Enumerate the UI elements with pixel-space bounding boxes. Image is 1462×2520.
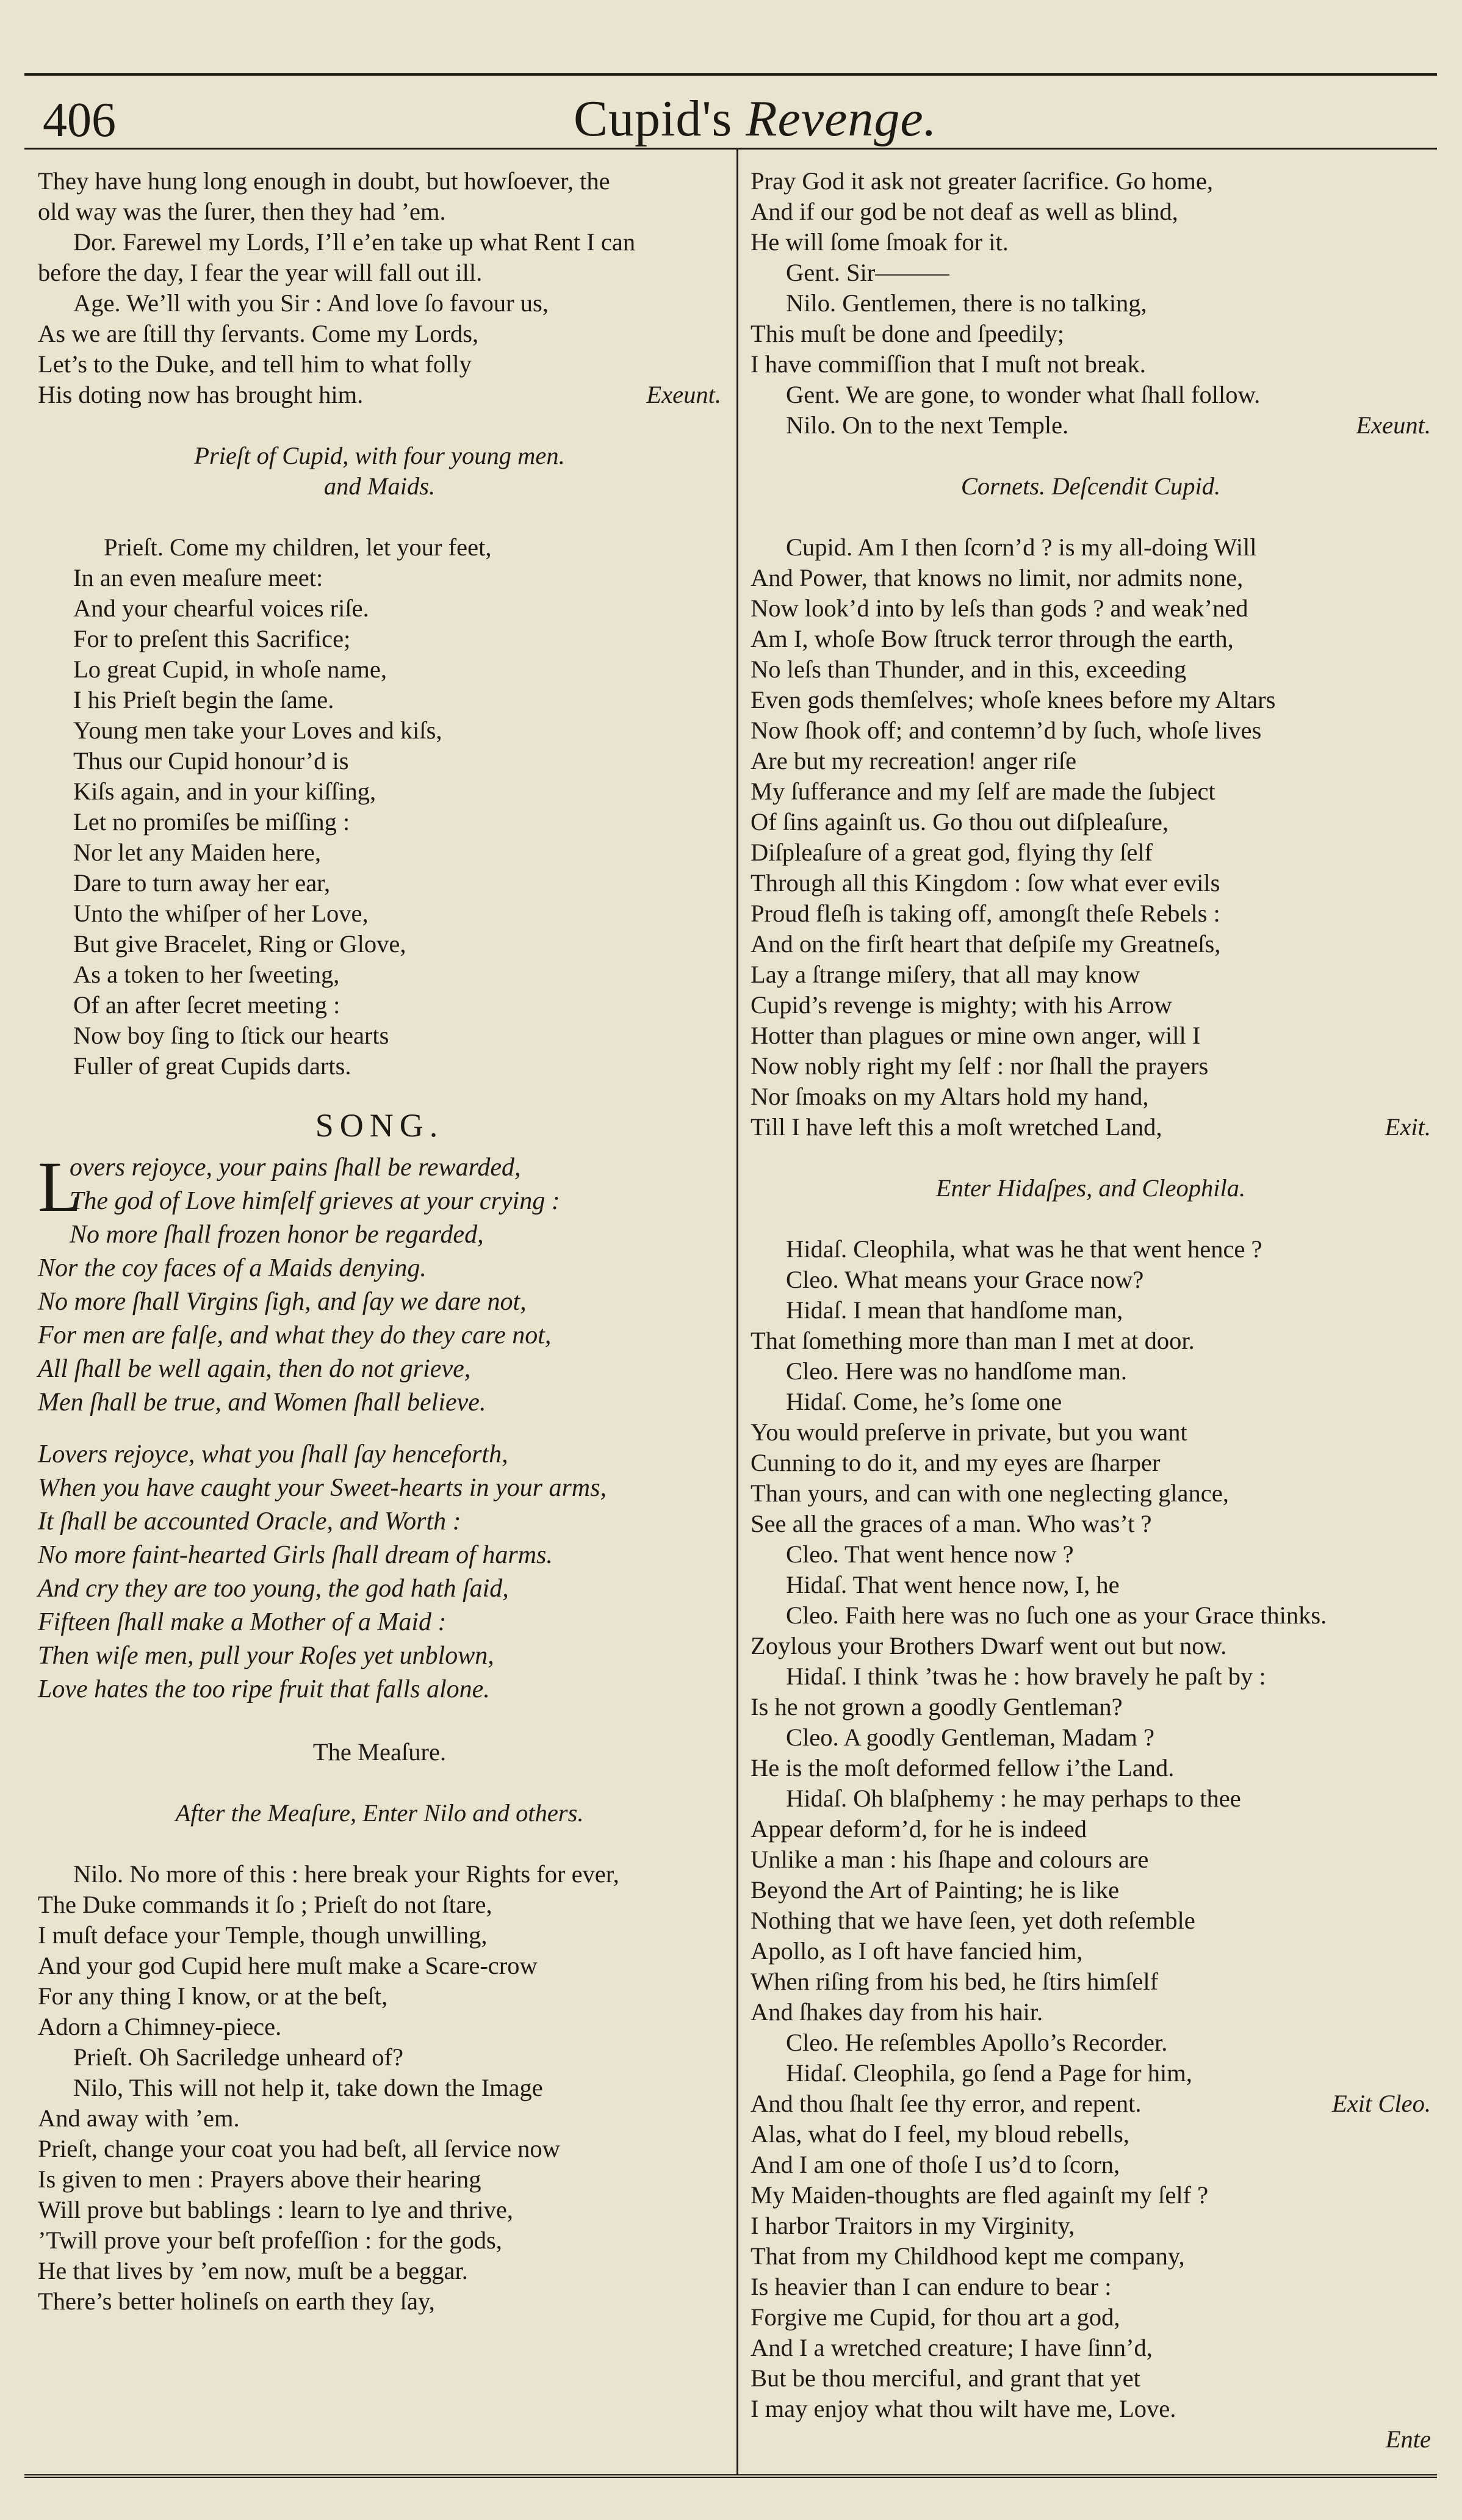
song-line: The god of Love himſelf grieves at your crying : (70, 1187, 560, 1215)
column-divider (736, 148, 738, 2474)
text-line (751, 654, 1431, 685)
text-line (38, 2134, 721, 2164)
catchword: Ente (1385, 2425, 1431, 2453)
text-line (751, 1844, 1431, 1875)
line-text: His doting now has brought him. (38, 381, 364, 408)
line-text: Even gods themſelves; whoſe knees before my Altars (751, 686, 1276, 713)
song-stanza-2 (38, 1438, 721, 1706)
song-line: No more ſhall frozen honor be regarded, (70, 1221, 484, 1249)
text-line (38, 258, 721, 288)
line-text: Now look’d into by leſs than gods ? and weak’ned (751, 594, 1248, 622)
text-line (751, 1997, 1431, 2027)
line-text: Alas, what do I feel, my bloud rebells, (751, 2120, 1129, 2148)
line-text: He is the moſt deformed fellow i’the Land. (751, 1754, 1175, 1782)
left-column (38, 166, 721, 2317)
line-text: Let’s to the Duke, and tell him to what folly (38, 350, 472, 378)
text-line (751, 868, 1431, 898)
line-text: My Maiden-thoughts are fled againſt my ſelf ? (751, 2181, 1209, 2209)
text-line (38, 1798, 721, 1829)
song-line: Men ſhall be true, and Women ſhall believe. (38, 1388, 486, 1417)
text-line (38, 807, 721, 837)
line-text: Enter Hidaſpes, and Cleophila. (935, 1174, 1246, 1202)
text-line (38, 1890, 721, 1920)
song-line: Fifteen ſhall make a Mother of a Maid : (38, 1608, 447, 1636)
line-text: Hidaſ. Cleophila, go ſend a Page for him, (786, 2059, 1192, 2087)
line-text: Age. We’ll with you Sir : And love ſo favour us, (73, 289, 549, 317)
line-text: That ſomething more than man I met at door. (751, 1327, 1195, 1354)
text-line (38, 929, 721, 959)
line-text: No leſs than Thunder, and in this, exceeding (751, 655, 1187, 683)
text-line (751, 1570, 1431, 1600)
line-text: Through all this Kingdom : ſow what ever evils (751, 869, 1220, 897)
text-line (751, 959, 1431, 990)
line-text: Cleo. Faith here was no ſuch one as your Grace thinks. (786, 1601, 1327, 1629)
text-line (38, 654, 721, 685)
line-text: Cleo. What means your Grace now? (786, 1266, 1144, 1293)
text-line (751, 929, 1431, 959)
line-text: Lay a ſtrange miſery, that all may know (751, 961, 1140, 988)
song-line: L overs rejoyce, your pains ſhall be rewarded, (38, 1147, 521, 1227)
text-line (38, 1051, 721, 1081)
line-text: See all the graces of a man. Who was’t ? (751, 1510, 1152, 1537)
text-line (751, 807, 1431, 837)
line-text: Beyond the Art of Painting; he is like (751, 1876, 1120, 1904)
stage-direction: Exit Cleo. (1332, 2090, 1431, 2117)
text-line (751, 1265, 1431, 1295)
text-line (38, 837, 721, 868)
line-text: After the Meaſure, Enter Nilo and others. (175, 1799, 584, 1827)
text-line (38, 1859, 721, 1890)
text-line (751, 1356, 1431, 1387)
song-heading: SONG. (315, 1107, 444, 1144)
spacer (751, 1143, 1431, 1173)
text-line (751, 1783, 1431, 1814)
line-text: The Meaſure. (312, 1738, 447, 1766)
line-text: I have commiſſion that I muſt not break. (751, 350, 1146, 378)
text-line (38, 1737, 721, 1767)
line-text: Young men take your Loves and kiſs, (73, 717, 442, 744)
spacer (38, 1829, 721, 1859)
text-line (751, 1600, 1431, 1631)
text-line (38, 624, 721, 654)
text-line (751, 258, 1431, 288)
line-text: And I am one of thoſe I us’d to ſcorn, (751, 2151, 1120, 2178)
text-line (751, 563, 1431, 593)
spacer (38, 1767, 721, 1798)
left-column-scene (38, 1706, 721, 2317)
line-text: Nor let any Maiden here, (73, 839, 321, 866)
spacer (38, 502, 721, 532)
line-text: Fuller of great Cupids darts. (73, 1052, 351, 1080)
line-text: Now nobly right my ſelf : nor ſhall the prayers (751, 1052, 1209, 1080)
text-line (751, 837, 1431, 868)
line-text: Are but my recreation! anger riſe (751, 747, 1077, 774)
text-line (751, 2302, 1431, 2333)
song-line: For men are falſe, and what they do they care not, (38, 1321, 552, 1349)
line-text: Is he not grown a goodly Gentleman? (751, 1693, 1123, 1720)
text-line (751, 1478, 1431, 1509)
text-line (751, 1295, 1431, 1326)
line-text: Cunning to do it, and my eyes are ſharper (751, 1449, 1161, 1476)
text-line (38, 288, 721, 319)
text-line (38, 1920, 721, 1951)
line-text: He will ſome ſmoak for it. (751, 228, 1009, 256)
text-line (751, 532, 1431, 563)
text-line (38, 471, 721, 502)
line-text: Zoylous your Brothers Dwarf went out but now. (751, 1632, 1227, 1659)
text-line (751, 1905, 1431, 1936)
line-text: Kiſs again, and in your kiſſing, (73, 778, 376, 805)
text-line (751, 1814, 1431, 1844)
spacer (38, 410, 721, 441)
line-text: He that lives by ’em now, muſt be a beggar. (38, 2257, 468, 2284)
text-line (38, 349, 721, 380)
text-line (751, 1966, 1431, 1997)
line-text: Gent. Sir——— (786, 259, 949, 286)
line-text: But be thou merciful, and grant that yet (751, 2364, 1140, 2392)
text-line (38, 715, 721, 746)
line-text: Hotter than plagues or mine own anger, will I (751, 1022, 1201, 1049)
stage-direction: Exeunt. (1356, 411, 1431, 439)
line-text: before the day, I fear the year will fall out ill. (38, 259, 483, 286)
line-text: Hidaſ. Come, he’s ſome one (786, 1388, 1062, 1415)
text-line (38, 2225, 721, 2256)
line-text: Unlike a man : his ſhape and colours are (751, 1846, 1149, 1873)
line-text: Prieſt of Cupid, with four young men. (194, 442, 565, 469)
spacer (751, 1204, 1431, 1234)
text-line (751, 1661, 1431, 1692)
line-text: Cupid. Am I then ſcorn’d ? is my all-doing Will (786, 533, 1257, 561)
text-line (751, 2211, 1431, 2241)
text-line (751, 776, 1431, 807)
catchword-line (751, 2424, 1431, 2455)
line-text: I harbor Traitors in my Virginity, (751, 2212, 1075, 2239)
spacer (751, 441, 1431, 471)
line-text: old way was the ſurer, then they had ’em. (38, 198, 446, 225)
text-line (751, 1722, 1431, 1753)
text-line (38, 2073, 721, 2103)
text-line (38, 2256, 721, 2286)
text-line (38, 1020, 721, 1051)
text-line (38, 1951, 721, 1981)
line-text: Cupid’s revenge is mighty; with his Arrow (751, 991, 1172, 1019)
line-text: Of ſins againſt us. Go thou out diſpleaſure, (751, 808, 1169, 836)
text-line (751, 1936, 1431, 1966)
text-line (751, 2272, 1431, 2302)
song-line: Then wiſe men, pull your Roſes yet unblown, (38, 1642, 494, 1670)
text-line (751, 227, 1431, 258)
line-text: When riſing from his bed, he ſtirs himſelf (751, 1968, 1159, 1995)
line-text: Pray God it ask not greater ſacrifice. Go home, (751, 167, 1213, 195)
running-title-italic: Revenge. (746, 90, 937, 147)
line-text: But give Bracelet, Ring or Glove, (73, 930, 406, 958)
text-line (751, 1539, 1431, 1570)
line-text: I may enjoy what thou wilt have me, Love. (751, 2395, 1176, 2422)
left-column-text (38, 166, 721, 1081)
line-text: Than yours, and can with one neglecting glance, (751, 1479, 1229, 1507)
line-text: Cleo. A goodly Gentleman, Madam ? (786, 1724, 1155, 1751)
text-line (751, 319, 1431, 349)
line-text: And away with ’em. (38, 2104, 240, 2132)
text-line (38, 441, 721, 471)
text-line (751, 471, 1431, 502)
line-text: Lo great Cupid, in whoſe name, (73, 655, 387, 683)
line-text: The Duke commands it ſo ; Prieſt do not ſtare, (38, 1891, 492, 1918)
text-line (38, 685, 721, 715)
text-line (751, 898, 1431, 929)
text-line (38, 990, 721, 1020)
right-column (751, 166, 1431, 2455)
line-text: And Power, that knows no limit, nor admits none, (751, 564, 1244, 591)
line-text: Appear deform’d, for he is indeed (751, 1815, 1087, 1843)
text-line (38, 532, 721, 563)
line-text: Hidaſ. I think ’twas he : how bravely he paſt by : (786, 1663, 1266, 1690)
text-line (751, 2058, 1431, 2089)
line-text: Now ſhook off; and contemn’d by ſuch, whoſe lives (751, 717, 1262, 744)
text-line (751, 1692, 1431, 1722)
line-text: Cleo. Here was no handſome man. (786, 1357, 1127, 1385)
line-text: And your chearful voices riſe. (73, 594, 369, 622)
text-line (38, 959, 721, 990)
song-line: No more faint-hearted Girls ſhall dream of harms. (38, 1541, 553, 1569)
text-line (38, 2195, 721, 2225)
text-line (751, 1051, 1431, 1081)
text-line (751, 624, 1431, 654)
text-line (38, 2012, 721, 2042)
text-line (751, 2119, 1431, 2150)
stage-direction: Exit. (1385, 1113, 1431, 1141)
line-text: Cornets. Deſcendit Cupid. (960, 472, 1221, 500)
line-text: For to preſent this Sacrifice; (73, 625, 351, 652)
line-text: Nothing that we have ſeen, yet doth reſemble (751, 1907, 1195, 1934)
text-line (751, 1020, 1431, 1051)
line-text: Hidaſ. Cleophila, what was he that went hence ? (786, 1235, 1262, 1263)
line-text: You would preſerve in private, but you want (751, 1418, 1187, 1446)
text-line (38, 593, 721, 624)
line-text: And on the firſt heart that deſpiſe my Greatneſs, (751, 930, 1221, 958)
drop-cap: L (38, 1147, 82, 1227)
line-text: Proud fleſh is taking off, amongſt theſe Rebels : (751, 900, 1220, 927)
stage-direction: Exeunt. (646, 381, 721, 408)
line-text: Of an after ſecret meeting : (73, 991, 340, 1019)
text-line (751, 715, 1431, 746)
page-number: 406 (43, 93, 116, 147)
text-line (38, 2042, 721, 2073)
text-line (751, 746, 1431, 776)
line-text: Am I, whoſe Bow ſtruck terror through the earth, (751, 625, 1234, 652)
song-line: It ſhall be accounted Oracle, and Worth : (38, 1507, 461, 1536)
line-text: And your god Cupid here muſt make a Scare-crow (38, 1952, 538, 1979)
line-text: Hidaſ. I mean that handſome man, (786, 1296, 1123, 1324)
text-line (751, 2363, 1431, 2394)
running-title (574, 89, 937, 148)
line-text: Nilo, This will not help it, take down the Image (73, 2074, 543, 2101)
text-line (751, 197, 1431, 227)
spacer (751, 502, 1431, 532)
line-text: Apollo, as I oft have fancied him, (751, 1937, 1083, 1965)
text-line (38, 1981, 721, 2012)
text-line (751, 288, 1431, 319)
line-text: And if our god be not deaf as well as blind, (751, 198, 1178, 225)
line-text: They have hung long enough in doubt, but howſoever, the (38, 167, 610, 195)
line-text: As we are ſtill thy ſervants. Come my Lords, (38, 320, 479, 347)
right-column-text (751, 166, 1431, 2424)
text-line (38, 746, 721, 776)
text-line (751, 990, 1431, 1020)
line-text: Prieſt, change your coat you had beſt, all ſervice now (38, 2135, 560, 2162)
line-text: Let no promiſes be miſſing : (73, 808, 350, 836)
line-text: And thou ſhalt ſee thy error, and repent. (751, 2090, 1142, 2117)
line-text: Hidaſ. Oh blaſphemy : he may perhaps to thee (786, 1785, 1241, 1812)
text-line (38, 166, 721, 197)
text-line (38, 319, 721, 349)
line-text: In an even meaſure meet: (73, 564, 323, 591)
text-line (751, 380, 1431, 410)
line-text: Till I have left this a moſt wretched Land, (751, 1113, 1162, 1141)
line-text: Nor ſmoaks on my Altars hold my hand, (751, 1083, 1149, 1110)
text-line (751, 2150, 1431, 2180)
line-text: Cleo. That went hence now ? (786, 1540, 1074, 1568)
text-line (751, 1326, 1431, 1356)
text-line (751, 2241, 1431, 2272)
line-text: Nilo. On to the next Temple. (786, 411, 1069, 439)
text-line (751, 2333, 1431, 2363)
line-text: My ſufferance and my ſelf are made the ſubject (751, 778, 1215, 805)
book-page (24, 73, 1437, 2478)
text-line (751, 410, 1431, 441)
text-line (38, 563, 721, 593)
song-line: When you have caught your Sweet-hearts in your arms, (38, 1474, 607, 1502)
text-line (38, 898, 721, 929)
line-text: Adorn a Chimney-piece. (38, 2013, 282, 2040)
text-line (751, 1417, 1431, 1448)
text-line (751, 2180, 1431, 2211)
text-line (751, 685, 1431, 715)
running-title-roman: Cupid's (574, 90, 746, 147)
text-line (751, 1173, 1431, 1204)
song-line: Lovers rejoyce, what you ſhall ſay henceforth, (38, 1440, 508, 1468)
line-text: And I a wretched creature; I have ſinn’d, (751, 2334, 1153, 2361)
line-text: Unto the whiſper of her Love, (73, 900, 369, 927)
text-line (751, 1448, 1431, 1478)
text-line (38, 227, 721, 258)
line-text: And ſhakes day from his hair. (751, 1998, 1043, 2026)
spacer (38, 1706, 721, 1737)
text-line (751, 593, 1431, 624)
line-text: Forgive me Cupid, for thou art a god, (751, 2303, 1120, 2331)
line-text: Prieſt. Oh Sacriledge unheard of? (73, 2043, 403, 2071)
text-line (38, 380, 721, 410)
line-text: As a token to her ſweeting, (73, 961, 340, 988)
text-line (751, 1753, 1431, 1783)
text-line (751, 166, 1431, 197)
song-line: Love hates the too ripe fruit that falls alone. (38, 1675, 490, 1703)
text-line (751, 1631, 1431, 1661)
song-line: Nor the coy faces of a Maids denying. (38, 1254, 427, 1282)
text-line (751, 1387, 1431, 1417)
song-stanza-1 (38, 1185, 721, 1420)
text-line (751, 1081, 1431, 1112)
line-text: Is given to men : Prayers above their hearing (38, 2165, 481, 2193)
song-line: No more ſhall Virgins ſigh, and ſay we dare not, (38, 1288, 527, 1316)
text-line (38, 2286, 721, 2317)
page-header (24, 76, 1437, 150)
line-text: Dor. Farewel my Lords, I’ll e’en take up what Rent I can (73, 228, 636, 256)
line-text: Now boy ſing to ſtick our hearts (73, 1022, 389, 1049)
line-text: Is heavier than I can endure to bear : (751, 2273, 1112, 2300)
line-text: Gent. We are gone, to wonder what ſhall follow. (786, 381, 1261, 408)
song-text (38, 1147, 721, 1706)
line-text: Nilo. Gentlemen, there is no talking, (786, 289, 1147, 317)
line-text: Thus our Cupid honour’d is (73, 747, 349, 774)
line-text: ’Twill prove your beſt profeſſion : for the gods, (38, 2226, 502, 2254)
song-line: And cry they are too young, the god hath ſaid, (38, 1575, 509, 1603)
line-text: Nilo. No more of this : here break your Rights for ever, (73, 1860, 619, 1888)
text-line (751, 2394, 1431, 2424)
line-text: and Maids. (323, 472, 436, 500)
text-line (38, 2164, 721, 2195)
text-line (751, 1112, 1431, 1143)
line-text: Will prove but bablings : learn to lye and thrive, (38, 2196, 513, 2223)
line-text: Dare to turn away her ear, (73, 869, 331, 897)
line-text: That from my Childhood kept me company, (751, 2242, 1185, 2270)
line-text: I his Prieſt begin the ſame. (73, 686, 334, 713)
line-text: There’s better holineſs on earth they ſay, (38, 2287, 435, 2315)
text-line (751, 349, 1431, 380)
song-line: All ſhall be well again, then do not grieve, (38, 1355, 471, 1383)
line-text: Hidaſ. That went hence now, I, he (786, 1571, 1120, 1598)
line-text: Diſpleaſure of a great god, flying thy ſelf (751, 839, 1153, 866)
text-line (751, 2089, 1431, 2119)
line-text: Prieſt. Come my children, let your feet, (104, 533, 492, 561)
text-line (751, 2027, 1431, 2058)
line-text: This muſt be done and ſpeedily; (751, 320, 1065, 347)
text-line (38, 197, 721, 227)
text-line (751, 1875, 1431, 1905)
text-line (38, 2103, 721, 2134)
text-line (751, 1509, 1431, 1539)
text-line (38, 868, 721, 898)
line-text: I muſt deface your Temple, though unwilling, (38, 1921, 488, 1949)
text-line (38, 776, 721, 807)
text-line (751, 1234, 1431, 1265)
line-text: Cleo. He reſembles Apollo’s Recorder. (786, 2029, 1168, 2056)
line-text: For any thing I know, or at the beſt, (38, 1982, 388, 2010)
